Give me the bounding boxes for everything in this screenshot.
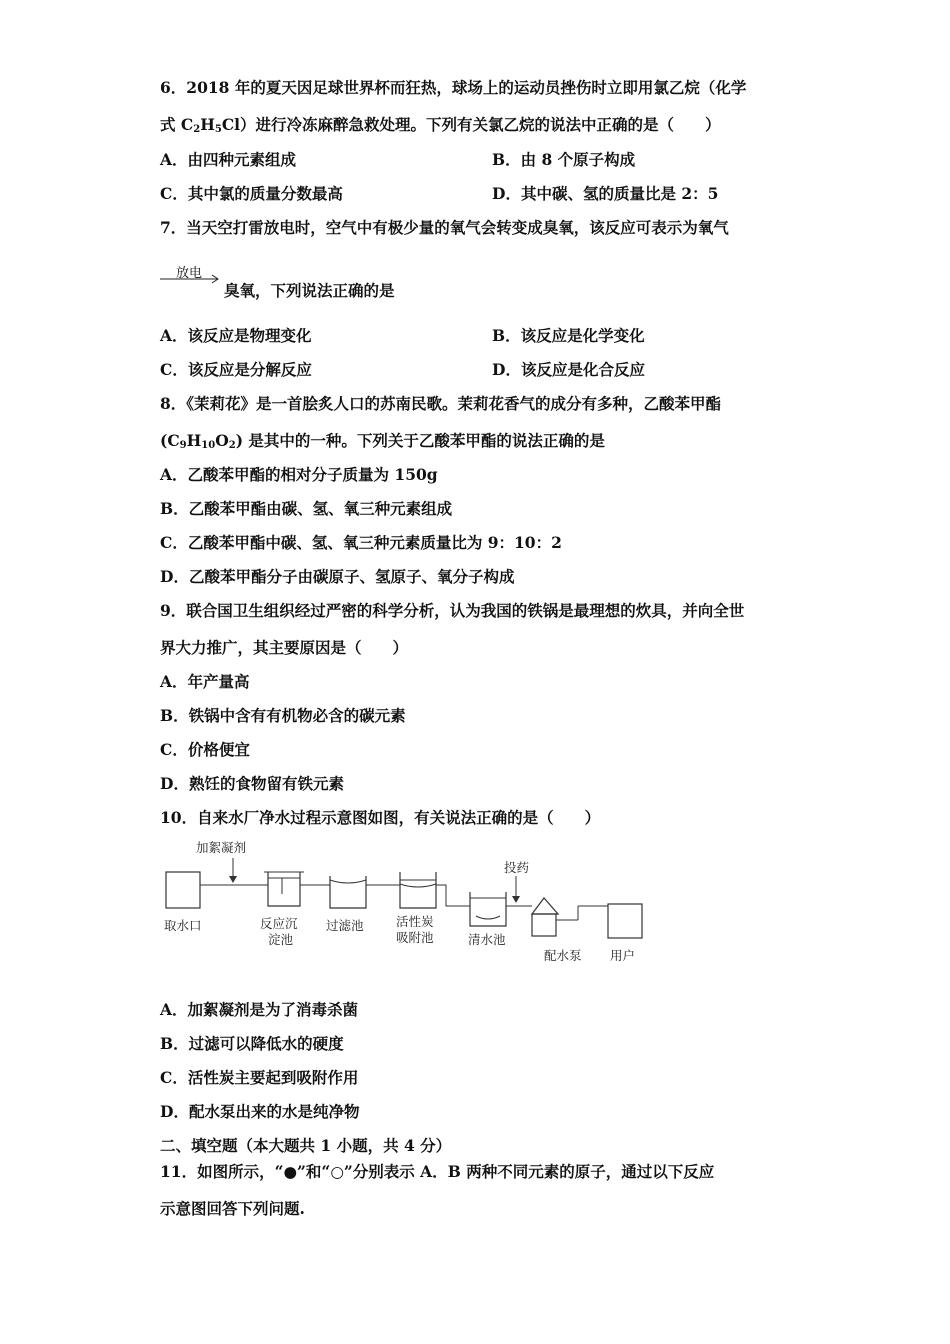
q6-option-c: C．其中氯的质量分数最高	[160, 184, 343, 203]
stage-clear-water-label: 清水池	[468, 932, 506, 947]
stage-settling-label-1: 反应沉	[260, 916, 298, 931]
q6-stem-line2: 式 $C_2H_5Cl$）进行冷冻麻醉急救处理。下列有关氯乙烷的说法中正确的是（ ）	[160, 115, 721, 135]
water-treatment-diagram	[160, 836, 650, 968]
q8-stem-line2: $(C_9H_{10}O_2)$ 是其中的一种。下列关于乙酸苯甲酯的说法正确的是	[160, 431, 605, 451]
stage-filter-label: 过滤池	[326, 918, 364, 933]
q9-option-b: B．铁锅中含有有机物必含的碳元素	[160, 706, 406, 725]
arrow-icon	[160, 274, 222, 284]
q11-stem-line2: 示意图回答下列问题.	[160, 1199, 305, 1218]
stage-settling-label-2: 淀池	[268, 932, 294, 947]
q6-option-a: A．由四种元素组成	[160, 150, 297, 169]
q9-stem-line2: 界大力推广，其主要原因是（ ）	[160, 638, 409, 657]
q9-option-d: D．熟饪的食物留有铁元素	[160, 774, 344, 793]
q7-option-b: B．该反应是化学变化	[492, 326, 645, 345]
q6-stem-line1: 6．2018 年的夏天因足球世界杯而狂热，球场上的运动员挫伤时立即用氯乙烷（化学	[160, 78, 747, 97]
q6-option-d: D．其中碳、氢的质量比是 2：5	[492, 184, 719, 203]
q11-stem-line1: 11．如图所示，“●”和“○”分别表示 A．B 两种不同元素的原子，通过以下反应	[160, 1162, 715, 1181]
q10-option-a: A．加絮凝剂是为了消毒杀菌	[160, 1000, 359, 1019]
stage-carbon-label-1: 活性炭	[396, 914, 434, 929]
q8-option-d: D．乙酸苯甲酯分子由碳原子、氢原子、氧分子构成	[160, 567, 515, 586]
reaction-arrow	[160, 266, 220, 286]
filter-tank	[330, 876, 366, 908]
reaction-condition-label: 放电	[176, 266, 203, 281]
stage-intake-label: 取水口	[164, 918, 202, 933]
q7-option-c: C．该反应是分解反应	[160, 360, 312, 379]
intake-box	[166, 872, 200, 908]
q10-stem: 10．自来水厂净水过程示意图如图，有关说法正确的是（ ）	[160, 808, 601, 827]
q6-option-b: B．由 8 个原子构成	[492, 150, 636, 169]
settling-tank	[264, 872, 304, 906]
stage-user-label: 用户	[610, 948, 636, 963]
user-box	[608, 904, 642, 938]
carbon-tank	[400, 872, 436, 908]
q7-stem-line1: 7．当天空打雷放电时，空气中有极少量的氧气会转变成臭氧，该反应可表示为氧气	[160, 218, 729, 237]
clear-water-tank	[470, 892, 506, 926]
flow-pipe	[436, 885, 470, 906]
stage-carbon-label-2: 吸附池	[396, 930, 434, 945]
section-heading: 二、填空题（本大题共 1 小题，共 4 分）	[160, 1136, 452, 1155]
dose-arrow-icon	[512, 876, 520, 903]
q9-option-c: C．价格便宜	[160, 740, 250, 759]
q10-option-c: C．活性炭主要起到吸附作用	[160, 1068, 359, 1087]
dose-label: 投药	[504, 860, 530, 875]
q9-stem-line1: 9．联合国卫生组织经过严密的科学分析，认为我国的铁锅是最理想的炊具，并向全世	[160, 601, 745, 620]
flocculant-arrow-icon	[229, 858, 237, 883]
q8-option-a: A．乙酸苯甲酯的相对分子质量为 150g	[160, 465, 438, 484]
q8-option-c: C．乙酸苯甲酯中碳、氢、氧三种元素质量比为 9：10：2	[160, 533, 562, 552]
q9-option-a: A．年产量高	[160, 672, 250, 691]
flocculant-label: 加絮凝剂	[196, 840, 247, 855]
q7-option-a: A．该反应是物理变化	[160, 326, 312, 345]
q10-option-d: D．配水泵出来的水是纯净物	[160, 1102, 360, 1121]
q8-stem-line1: 8．《茉莉花》是一首脍炙人口的苏南民歌。茉莉花香气的成分有多种，乙酸苯甲酯	[160, 394, 722, 413]
q10-option-b: B．过滤可以降低水的硬度	[160, 1034, 344, 1053]
q8-option-b: B．乙酸苯甲酯由碳、氢、氧三种元素组成	[160, 499, 453, 518]
q7-stem-line2: 臭氧，下列说法正确的是	[224, 281, 395, 300]
q7-option-d: D．该反应是化合反应	[492, 360, 645, 379]
water-pump	[532, 898, 578, 936]
stage-pump-label: 配水泵	[544, 948, 582, 963]
